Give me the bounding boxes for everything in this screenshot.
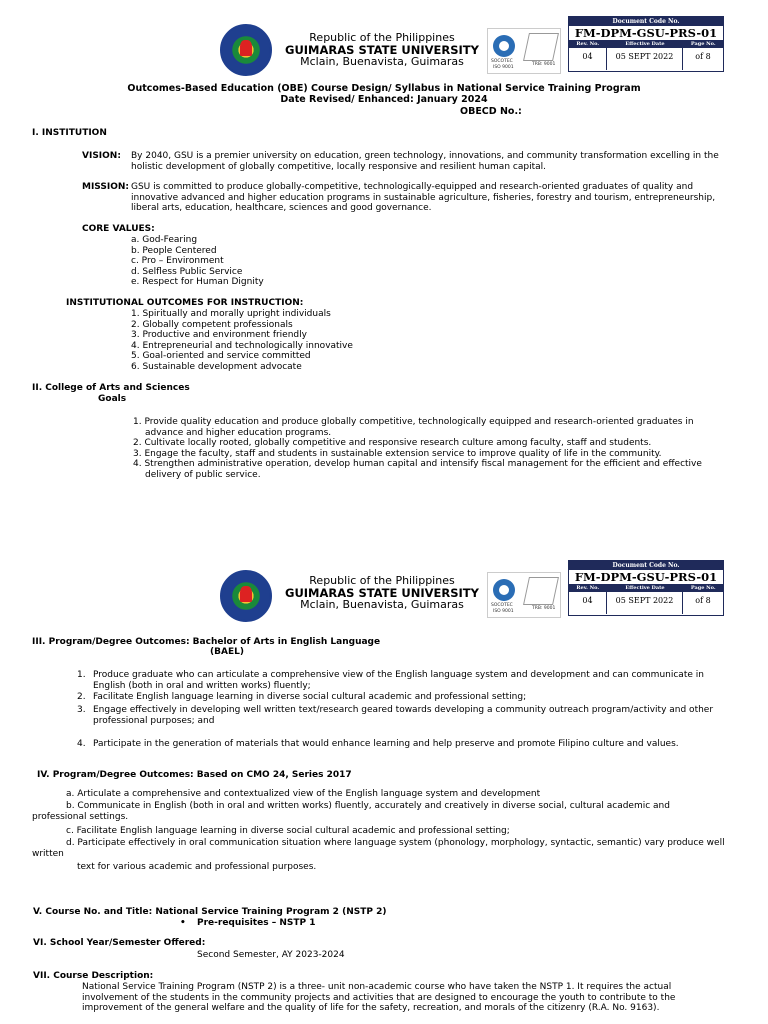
school-year-value: Second Semester, AY 2023-2024 xyxy=(197,950,345,960)
cmo-outcome-d2: written xyxy=(32,849,64,859)
list-item: c. Pro – Environment xyxy=(131,256,224,266)
list-item: e. Respect for Human Dignity xyxy=(131,277,264,287)
program-outcome-4: Participate in the generation of materials that would enhance learning and help preserve and promote Filipino culture and values. xyxy=(93,739,679,749)
program-outcome-1: Produce graduate who can articulate a comprehensive view of the English language system and development and can communicate in English (both in oral and written works) fluently; xyxy=(93,670,704,691)
list-item: 2. Globally competent professionals xyxy=(131,319,293,330)
list-item: a. God-Fearing xyxy=(131,235,198,245)
university-seal-icon xyxy=(220,570,272,622)
document-code-box: Document Code No. FM-DPM-GSU-PRS-01 Rev. No. Effective Date Page No. 04 05 SEPT 2022 of 8 xyxy=(568,16,724,72)
certification-logos: SOCOTEC ISO 9001 TRB: 9001 xyxy=(487,572,561,618)
syllabus-title: Outcomes-Based Education (OBE) Course Design/ Syllabus in National Service Training Program Date Revised/ Enhanced: January 2024 xyxy=(127,83,641,105)
cmo-outcome-d3: text for various academic and professional purposes. xyxy=(77,862,317,872)
section-program-outcomes-heading: III. Program/Degree Outcomes: Bachelor of Arts in English Language xyxy=(32,637,381,647)
program-outcome-2: Facilitate English language learning in diverse social cultural academic and professional setting; xyxy=(93,692,527,702)
list-item: b. People Centered xyxy=(131,245,217,256)
program-outcome-3: Engage effectively in developing well written text/research geared towards developing a community outreach program/activity and other professional purposes; and xyxy=(93,705,714,726)
institutional-outcomes-list xyxy=(131,309,353,372)
socotec-icon xyxy=(493,35,515,57)
vision-label: VISION: xyxy=(82,151,121,161)
list-item: 6. Sustainable development advocate xyxy=(131,361,302,372)
mission-text: GSU is committed to produce globally-competitive, technologically-equipped and research-oriented graduates of quality and innovative advanced and higher education programs in sustainable agriculture, fisheries, forestry and tourism, entrepreneurship, liberal arts, education, healthcare, sciences and good governance. xyxy=(131,182,716,213)
institutional-outcomes-label: INSTITUTIONAL OUTCOMES FOR INSTRUCTION: xyxy=(66,298,304,308)
cmo-outcome-b2: professional settings. xyxy=(32,812,129,822)
list-item: 5. Goal-oriented and service committed xyxy=(131,351,311,361)
cmo-outcome-b1: b. Communicate in English (both in oral and written works) fluently, accurately and creatively in diverse social, cultural academic and xyxy=(66,801,670,811)
obecd-number: OBECD No.: xyxy=(460,106,522,117)
goals-label: Goals xyxy=(98,394,127,404)
section-school-year-heading: VI. School Year/Semester Offered: xyxy=(33,938,206,948)
course-prerequisite: Pre-requisites – NSTP 1 xyxy=(197,918,316,928)
cmo-outcome-d1: d. Participate effectively in oral communication situation where language system (phonology, morphology, syntactic, semantic) vary produce well xyxy=(66,838,725,848)
header-text: Republic of the Philippines GUIMARAS STATE UNIVERSITY Mclain, Buenavista, Guimaras xyxy=(285,574,479,611)
list-item: 3. Productive and environment friendly xyxy=(131,330,307,340)
list-item: 1. Spiritually and morally upright individuals xyxy=(131,309,331,319)
document-code-box: Document Code No. FM-DPM-GSU-PRS-01 Rev. No. Effective Date Page No. 04 05 SEPT 2022 of 8 xyxy=(568,560,724,616)
list-item: 4. Entrepreneurial and technologically innovative xyxy=(131,340,353,351)
course-description-text: National Service Training Program (NSTP 2) is a three- unit non-academic course who have taken the NSTP 1. It requires the actual involvement of the students in the community projects and activities that are designed to encourage the youth to contribute to the improvement of the general welfare and the quality of life for the safety, recreation, and morals of the citizenry (R.A. No. 9163). xyxy=(82,982,676,1013)
core-values-label: CORE VALUES: xyxy=(82,224,155,234)
section-course-description-heading: VII. Course Description: xyxy=(33,971,154,981)
university-seal-icon xyxy=(220,24,272,76)
core-values-list xyxy=(131,235,264,288)
section-course-heading: V. Course No. and Title: National Service Training Program 2 (NSTP 2) xyxy=(33,907,387,917)
cmo-outcome-c: c. Facilitate English language learning in diverse social cultural academic and professional setting; xyxy=(66,826,510,836)
list-item: d. Selfless Public Service xyxy=(131,266,243,277)
header-text: Republic of the Philippines GUIMARAS STATE UNIVERSITY Mclain, Buenavista, Guimaras xyxy=(285,31,479,68)
socotec-icon xyxy=(493,579,515,601)
section-college-heading: II. College of Arts and Sciences xyxy=(32,383,190,393)
section-cmo-heading: IV. Program/Degree Outcomes: Based on CMO 24, Series 2017 xyxy=(37,770,352,780)
cmo-outcome-a: a. Articulate a comprehensive and contextualized view of the English language system and development xyxy=(66,789,541,799)
vision-text: By 2040, GSU is a premier university on education, green technology, innovations, and community transformation excelling in the holistic development of globally competitive, locally responsive and resilient human capital. xyxy=(131,151,719,172)
uab-icon xyxy=(523,577,559,605)
certification-logos: SOCOTEC ISO 9001 TRB: 9001 xyxy=(487,28,561,74)
uab-icon xyxy=(523,33,559,61)
program-abbrev: (BAEL) xyxy=(210,647,244,657)
section-institution-heading: I. INSTITUTION xyxy=(32,128,107,138)
college-goals-list: 1. Provide quality education and produce globally competitive, technologically equipped and research-oriented graduates in advance and higher education programs. 2. Cultivate locally rooted, globally competitive and responsive research culture among faculty, staff and students. 3. Engage the faculty, staff and students in sustainable extension service to improve quality of life in the community. 4. Strengthen administrative operation, develop human capital and intensify fiscal management for the efficient and effective delivery of public service. xyxy=(133,417,702,480)
mission-label: MISSION: xyxy=(82,182,129,192)
